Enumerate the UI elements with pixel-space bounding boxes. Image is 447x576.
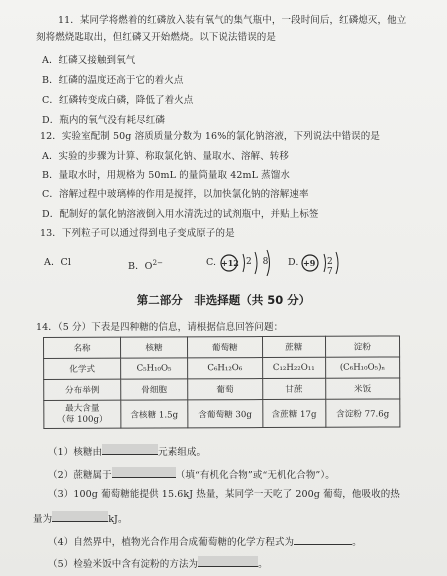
table-cell: 含蔗糖 17g <box>262 399 325 427</box>
q11-option-c: C．红磷转变成白磷，降低了着火点 <box>42 95 194 106</box>
atom-c-shells: 2 8 <box>246 257 273 267</box>
q13-option-c-label: C. <box>206 257 217 268</box>
q11-stem-line1: 11．某同学将燃着的红磷放入装有氧气的集气瓶中，一段时间后，红磷熄灭，他立 <box>58 15 407 26</box>
atom-d-shells: 2 7 <box>327 257 337 277</box>
table-cell: 葡萄糖 <box>187 337 262 358</box>
table-cell: 甘蔗 <box>262 378 325 399</box>
table-cell: 淀粉 <box>325 336 399 357</box>
table-cell: 骨细胞 <box>121 379 188 400</box>
q12-option-a: A．实验的步骤为计算、称取氯化钠、量取水、溶解、转移 <box>42 151 289 162</box>
table-cell: 蔗糖 <box>262 336 325 357</box>
table-cell: 含淀粉 77.6g <box>325 399 399 427</box>
q13-stem: 13．下列粒子可以通过得到电子变成原子的是 <box>40 228 235 239</box>
q13-option-b-charge: 2− <box>152 259 164 267</box>
q14-sub4-answer-blank[interactable] <box>294 534 352 545</box>
q11-option-b: B．红磷的温度还高于它的着火点 <box>42 75 184 86</box>
q11-option-a: A．红磷又接触到氧气 <box>42 55 136 66</box>
q14-sub1-prefix: （1）核糖由 <box>48 447 103 458</box>
q14-sub5 <box>48 556 268 571</box>
q12-stem: 12．实验室配制 50g 溶质质量分数为 16%的氯化钠溶液，下列说法中错误的是 <box>40 131 380 142</box>
q14-sub3-prefix: 量为 <box>33 514 53 525</box>
max-content-label-2: （每 100g） <box>57 414 108 425</box>
q12-option-b: B．量取水时，用规格为 50mL 的量筒量取 42mL 蒸馏水 <box>42 170 290 181</box>
q13-option-b-text: B．O <box>128 261 153 273</box>
q14-stem: 14．（5 分）下表是四种糖的信息，请根据信息回答问题： <box>36 322 284 333</box>
atom-diagram-d <box>300 246 352 276</box>
table-cell: 名称 <box>44 337 121 358</box>
q14-sub4 <box>48 534 362 549</box>
sugar-info-table <box>43 335 400 429</box>
q14-sub4-prefix: （4）自然界中，植物光合作用合成葡萄糖的化学方程式为 <box>48 537 295 548</box>
q14-sub3-suffix: kJ。 <box>108 514 128 525</box>
q14-sub2-suffix: （填“有机化合物”或“无机化合物”）。 <box>175 470 335 481</box>
q11-stem-line2: 刻将燃烧匙取出，但红磷又开始燃烧。以下说法错误的是 <box>36 32 277 43</box>
table-cell <box>44 400 121 428</box>
q14-sub2 <box>48 467 335 482</box>
q14-sub3-line1: （3）100g 葡萄糖能提供 15.6kJ 热量，某同学一天吃了 200g 葡萄，他吸收的热 <box>48 489 400 500</box>
q14-sub2-answer-blank[interactable] <box>112 467 176 478</box>
table-cell: (C₆H₁₀O₅)ₙ <box>325 357 399 378</box>
q14-sub3-line2 <box>33 511 128 526</box>
table-cell: 米饭 <box>325 378 399 399</box>
table-cell: 葡萄 <box>187 379 262 400</box>
q14-sub1-answer-blank[interactable] <box>102 444 158 455</box>
table-cell: C₁₂H₂₂O₁₁ <box>262 357 325 378</box>
section-title: 第二部分 非选择题（共 50 分） <box>136 293 311 307</box>
q14-sub5-suffix: 。 <box>258 559 268 570</box>
q14-sub4-suffix: 。 <box>352 537 362 548</box>
q13-option-b <box>128 257 163 273</box>
table-cell: 核糖 <box>121 337 188 358</box>
q13-option-d-label: D. <box>288 257 299 268</box>
table-cell: 含核糖 1.5g <box>121 400 188 428</box>
atom-diagram-c <box>219 246 283 276</box>
atom-d-nucleus: +9 <box>303 258 316 268</box>
q13-option-a: A．Cl <box>44 257 72 268</box>
table-cell: C₆H₁₂O₆ <box>187 358 262 379</box>
q14-sub5-answer-blank[interactable] <box>198 556 258 567</box>
q14-sub3-answer-blank[interactable] <box>52 511 108 522</box>
q14-sub1-suffix: 元素组成。 <box>158 447 207 458</box>
q14-sub1 <box>48 444 206 459</box>
max-content-label-1: 最大含量 <box>65 403 100 414</box>
q11-option-d: D．瓶内的氧气没有耗尽红磷 <box>42 115 165 126</box>
table-row <box>44 336 400 359</box>
table-cell: 化学式 <box>44 358 121 379</box>
table-cell: 分布举例 <box>44 379 121 400</box>
atom-c-nucleus: +12 <box>221 258 239 268</box>
q14-sub2-prefix: （2）蔗糖属于 <box>48 470 112 481</box>
table-row <box>44 357 400 380</box>
table-cell: 含葡萄糖 30g <box>188 400 263 428</box>
table-row <box>44 399 400 429</box>
table-cell: C₅H₁₀O₅ <box>121 358 188 379</box>
q12-option-d: D．配制好的氯化钠溶液倒入用水清洗过的试剂瓶中，并贴上标签 <box>42 209 319 220</box>
q14-sub5-prefix: （5）检验米饭中含有淀粉的方法为 <box>48 559 199 570</box>
table-row <box>44 378 400 401</box>
q12-option-c: C．溶解过程中玻璃棒的作用是搅拌，以加快氯化钠的溶解速率 <box>42 189 309 200</box>
